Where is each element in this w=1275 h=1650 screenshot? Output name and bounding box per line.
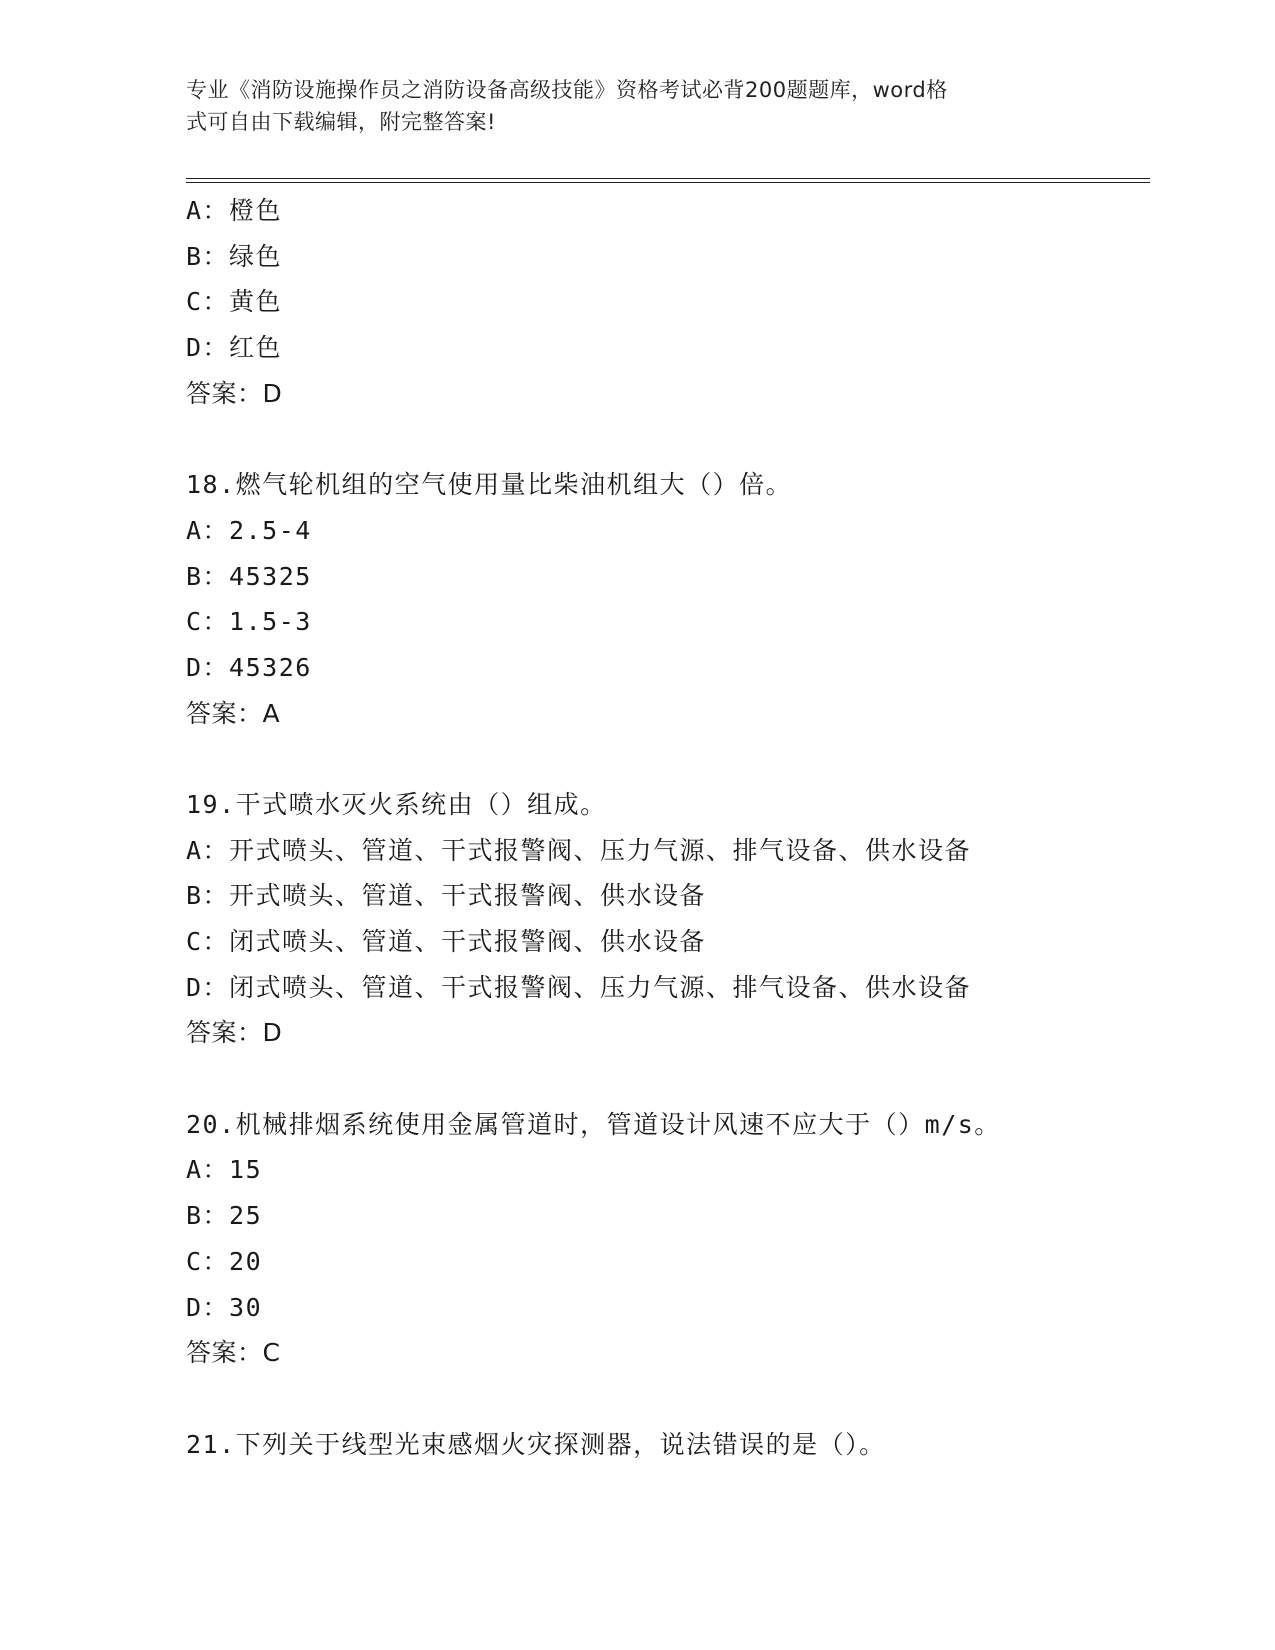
question-text: 20.机械排烟系统使用金属管道时，管道设计风速不应大于（）m/s。: [186, 1109, 1001, 1139]
question-text: 21.下列关于线型光束感烟火灾探测器，说法错误的是（）。: [186, 1429, 886, 1459]
spacer: [186, 416, 1150, 462]
spacer: [186, 1056, 1150, 1102]
question-20: [186, 1102, 1150, 1376]
question-text: 18.燃气轮机组的空气使用量比柴油机组大（）倍。: [186, 470, 793, 500]
header-line-1: 专业《消防设施操作员之消防设备高级技能》资格考试必背200题题库，word格: [186, 78, 948, 102]
option-c: C：1.5-3: [186, 607, 312, 637]
option-d: D：45326: [186, 652, 312, 682]
spacer: [186, 736, 1150, 782]
option-b: B：绿色: [186, 241, 283, 271]
question-text: 19.干式喷水灭火系统由（）组成。: [186, 789, 607, 819]
question-list: [186, 188, 1150, 1467]
option-a: A：2.5-4: [186, 515, 312, 545]
option-d: D：红色: [186, 333, 283, 363]
option-a: A：橙色: [186, 196, 283, 225]
header-rule-top: [186, 178, 1150, 179]
question-19: [186, 782, 1150, 1056]
option-d: D：闭式喷头、管道、干式报警阀、压力气源、排气设备、供水设备: [186, 972, 972, 1002]
document-header: [186, 74, 1066, 138]
option-c: C：闭式喷头、管道、干式报警阀、供水设备: [186, 927, 707, 956]
option-d: D：30: [186, 1292, 263, 1322]
option-b: B：开式喷头、管道、干式报警阀、供水设备: [186, 881, 707, 911]
header-line-2: 式可自由下载编辑，附完整答案!: [186, 110, 496, 134]
answer: 答案：C: [186, 1338, 281, 1368]
option-b: B：25: [186, 1201, 263, 1231]
question-17: [186, 188, 1150, 416]
option-a: A：15: [186, 1155, 263, 1185]
option-b: B：45325: [186, 561, 312, 591]
option-a: A：开式喷头、管道、干式报警阀、压力气源、排气设备、供水设备: [186, 835, 972, 865]
question-21: [186, 1422, 1150, 1468]
header-rule-bottom: [186, 182, 1150, 183]
option-c: C：20: [186, 1246, 263, 1276]
answer: 答案：A: [186, 698, 281, 728]
question-18: [186, 462, 1150, 736]
spacer: [186, 1376, 1150, 1422]
option-c: C：黄色: [186, 287, 283, 317]
answer: 答案：D: [186, 1018, 283, 1048]
answer: 答案：D: [186, 378, 283, 408]
